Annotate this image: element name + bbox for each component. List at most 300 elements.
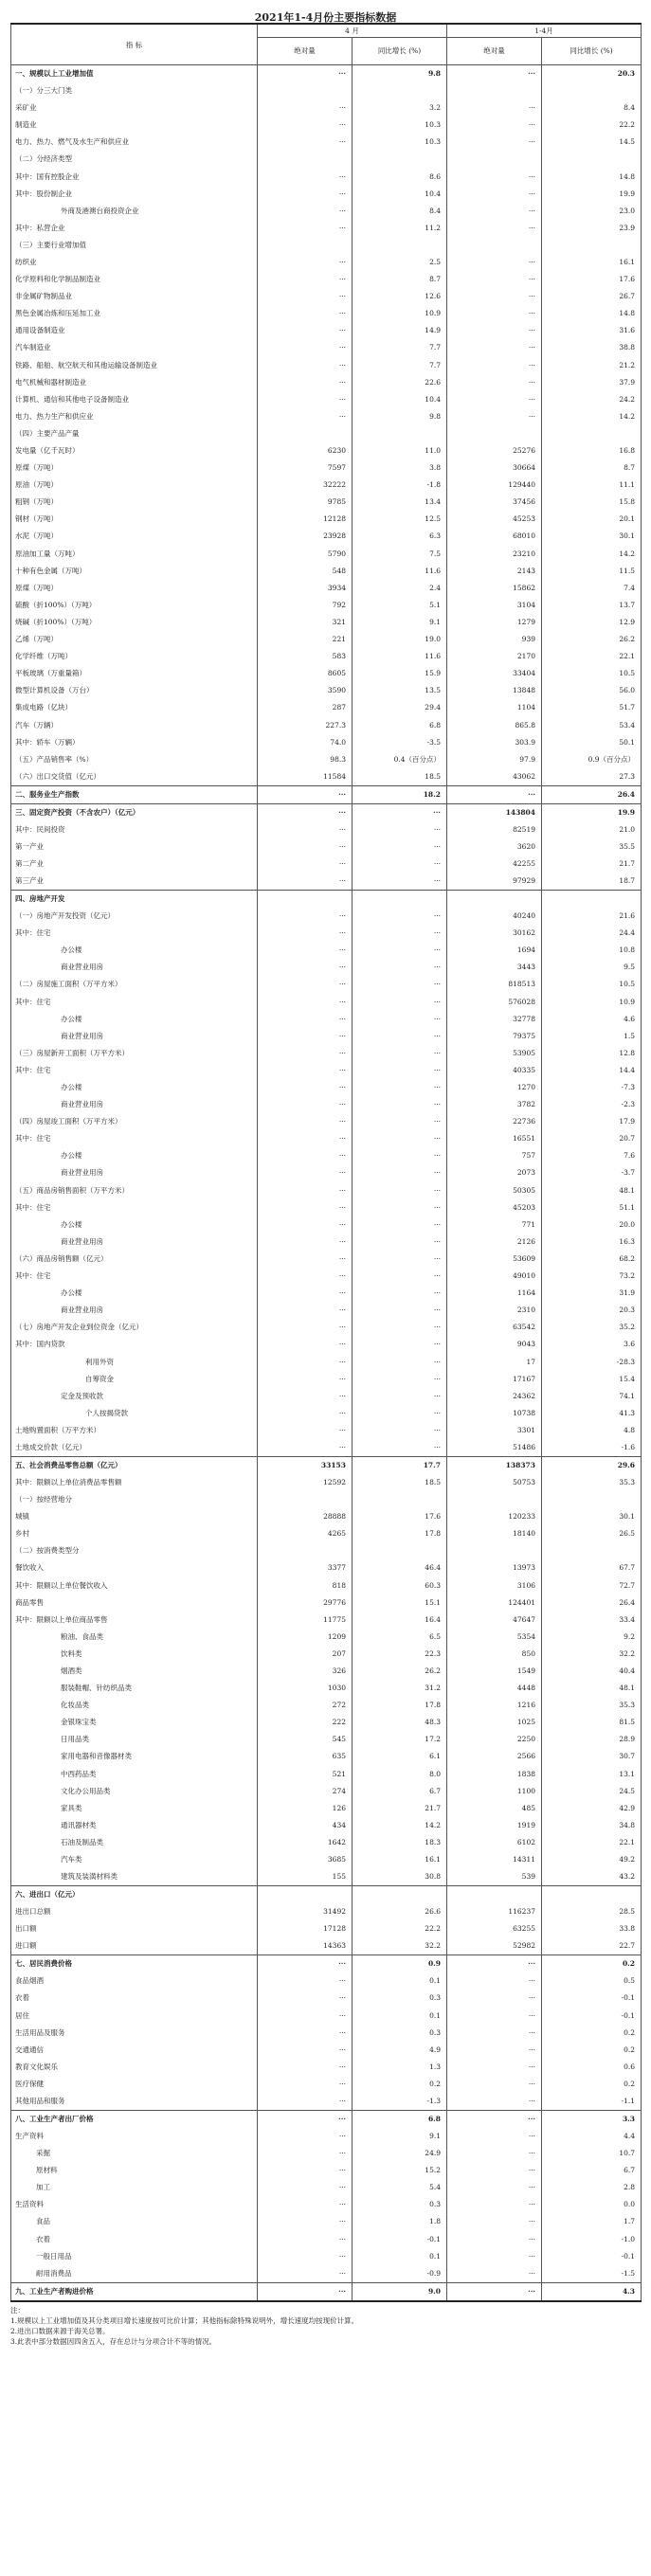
april-absolute-cell: 11775 [258,1612,353,1629]
april-growth-cell: ··· [353,1011,447,1028]
jan-apr-absolute-cell: 45203 [447,1199,542,1216]
april-growth-cell [353,151,447,168]
jan-apr-absolute-cell: ··· [447,2179,542,2196]
indicator-cell: 一般日用品 [11,2248,258,2265]
april-growth-cell: 0.2 [353,2076,447,2093]
table-row [11,151,642,168]
april-absolute-cell: ··· [258,2179,353,2196]
april-absolute-cell: ··· [258,908,353,925]
jan-apr-growth-cell: 22.7 [542,1937,642,1955]
indicator-cell: （一）分三大门类 [11,82,258,99]
indicator-cell: （三）主要行业增加值 [11,237,258,254]
jan-apr-absolute-cell: 6102 [447,1834,542,1851]
jan-apr-growth-cell: 72.7 [542,1577,642,1594]
indicator-cell: 硫酸（折100%）（万吨） [11,597,258,614]
april-growth-cell: 0.3 [353,2025,447,2042]
jan-apr-growth-cell: -28.3 [542,1353,642,1370]
april-absolute-cell: ··· [258,1199,353,1216]
indicator-cell: 个人按揭贷款 [11,1405,258,1422]
indicator-cell: 非金属矿物制品业 [11,288,258,305]
table-row [11,1542,642,1559]
april-absolute-cell: 12128 [258,511,353,528]
jan-apr-growth-cell: -1.0 [542,2231,642,2248]
jan-apr-absolute-cell: 3106 [447,1577,542,1594]
april-growth-cell: ··· [353,925,447,942]
april-growth-cell: 17.8 [353,1525,447,1542]
table-row [11,2282,642,2301]
april-growth-cell: ··· [353,1302,447,1319]
indicator-cell: 乙烯（万吨） [11,631,258,648]
april-growth-cell: 22.6 [353,374,447,391]
jan-apr-growth-cell: 0.9（百分点） [542,751,642,768]
jan-apr-absolute-cell: 13973 [447,1559,542,1576]
jan-apr-growth-cell: 28.9 [542,1731,642,1748]
jan-apr-growth-cell: 22.1 [542,1834,642,1851]
table-row [11,99,642,117]
jan-apr-growth-cell: 26.4 [542,785,642,803]
april-growth-cell: 10.3 [353,117,447,134]
indicator-cell: 采掘 [11,2145,258,2162]
jan-apr-growth-cell: 26.5 [542,1525,642,1542]
indicator-cell: 办公楼 [11,942,258,959]
jan-apr-growth-cell: 15.8 [542,494,642,511]
april-absolute-cell: ··· [258,873,353,891]
indicator-cell: 发电量（亿千瓦时） [11,442,258,459]
table-row [11,1663,642,1680]
jan-apr-growth-cell: 13.1 [542,1766,642,1783]
april-growth-cell: 15.1 [353,1594,447,1612]
april-absolute-cell: ··· [258,374,353,391]
jan-apr-growth-cell: 0.2 [542,2076,642,2093]
april-growth-cell: 11.0 [353,442,447,459]
indicator-cell: 文化办公用品类 [11,1783,258,1800]
jan-apr-absolute-cell: ··· [447,134,542,151]
april-absolute-cell: 272 [258,1697,353,1714]
april-absolute-cell: ··· [258,254,353,271]
table-row [11,580,642,597]
indicator-cell: 化妆品类 [11,1697,258,1714]
april-growth-cell: ··· [353,803,447,821]
indicator-cell: 衣着 [11,1990,258,2007]
table-row [11,1612,642,1629]
table-row [11,1990,642,2007]
footnote-line: 2.进出口数据来源于海关总署。 [10,2326,110,2335]
april-absolute-cell: ··· [258,1079,353,1096]
april-absolute-cell: ··· [258,2231,353,2248]
header-row-periods [11,24,642,38]
indicator-cell: 电气机械和器材制造业 [11,374,258,391]
jan-apr-growth-cell: 24.4 [542,925,642,942]
jan-apr-absolute-cell: 124401 [447,1594,542,1612]
april-growth-cell: ··· [353,1234,447,1251]
jan-apr-absolute-cell: 2126 [447,1234,542,1251]
indicator-cell: 出口额 [11,1920,258,1937]
footnote-line: 1.规模以上工业增加值及其分类项目增长速度按可比价计算；其他指标除特殊说明外，增长速度均按现价计算。 [10,2315,359,2325]
april-growth-cell: ··· [353,1096,447,1113]
jan-apr-absolute-cell: 2310 [447,1302,542,1319]
april-absolute-cell: ··· [258,1319,353,1336]
indicator-cell: （一）按经营地分 [11,1491,258,1508]
jan-apr-absolute-cell: 576028 [447,994,542,1011]
april-absolute-cell: ··· [258,1113,353,1130]
jan-apr-absolute-cell: ··· [447,65,542,83]
april-growth-cell: ··· [353,1164,447,1181]
jan-apr-absolute-cell: 1216 [447,1697,542,1714]
indicator-cell: 食品烟酒 [11,1973,258,1990]
table-row [11,254,642,271]
jan-apr-absolute-cell: ··· [447,408,542,425]
april-absolute-cell [258,237,353,254]
jan-apr-absolute-cell: ··· [447,288,542,305]
table-row [11,1868,642,1886]
indicator-cell: 原煤（万吨） [11,580,258,597]
jan-apr-absolute-cell: 1100 [447,1783,542,1800]
indicator-cell: 其中：轿车（万辆） [11,734,258,751]
table-row [11,2007,642,2024]
jan-apr-growth-cell: 4.6 [542,1011,642,1028]
april-absolute-cell: ··· [258,1955,353,1973]
jan-apr-absolute-cell: 40240 [447,908,542,925]
jan-apr-absolute-cell: 5354 [447,1629,542,1646]
jan-apr-absolute-cell: 37456 [447,494,542,511]
jan-apr-growth-cell: 26.4 [542,1594,642,1612]
jan-apr-growth-cell: 56.0 [542,682,642,699]
april-growth-cell: ··· [353,942,447,959]
jan-apr-absolute-cell: 3782 [447,1096,542,1113]
april-growth-cell [353,1886,447,1904]
jan-apr-growth-cell: 21.6 [542,908,642,925]
jan-apr-growth-cell: 81.5 [542,1714,642,1731]
april-growth-cell: ··· [353,1147,447,1164]
jan-apr-growth-cell: 18.7 [542,873,642,891]
table-row [11,2162,642,2179]
april-growth-cell: 0.3 [353,2196,447,2213]
table-row [11,1422,642,1439]
april-growth-cell: ··· [353,959,447,976]
april-growth-cell: 6.3 [353,528,447,545]
jan-apr-absolute-cell: 63255 [447,1920,542,1937]
table-row [11,614,642,631]
indicator-cell: （四）主要产品产量 [11,425,258,442]
table-row [11,734,642,751]
indicator-cell: 汽车类 [11,1851,258,1868]
jan-apr-growth-cell: 16.1 [542,254,642,271]
april-absolute-cell: ··· [258,1182,353,1199]
april-growth-cell: 12.5 [353,511,447,528]
jan-apr-growth-cell: 51.1 [542,1199,642,1216]
april-growth-cell: 9.1 [353,2128,447,2145]
april-growth-cell: 2.5 [353,254,447,271]
april-absolute-cell [258,891,353,909]
jan-apr-growth-cell: -0.1 [542,2007,642,2024]
april-absolute-cell: 11584 [258,768,353,786]
jan-apr-growth-cell: 0.0 [542,2196,642,2213]
april-growth-cell: 18.2 [353,785,447,803]
table-row [11,1336,642,1353]
jan-apr-absolute-cell [447,237,542,254]
table-row [11,357,642,374]
indicator-cell: （二）房屋施工面积（万平方米） [11,976,258,993]
april-growth-cell: 22.2 [353,1920,447,1937]
indicator-cell: 烟酒类 [11,1663,258,1680]
april-growth-cell: 5.1 [353,597,447,614]
jan-apr-growth-cell: 4.8 [542,1422,642,1439]
table-row [11,271,642,288]
indicator-cell: （一）房地产开发投资（亿元） [11,908,258,925]
april-absolute-cell: ··· [258,391,353,408]
jan-apr-growth-cell: 26.2 [542,631,642,648]
april-absolute-cell: ··· [258,2110,353,2128]
jan-apr-absolute-cell: ··· [447,2042,542,2059]
table-row [11,1834,642,1851]
april-growth-cell: 5.4 [353,2179,447,2196]
table-row [11,1800,642,1817]
jan-apr-growth-cell: 31.9 [542,1285,642,1302]
april-absolute-cell: ··· [258,408,353,425]
april-absolute-cell: ··· [258,2265,353,2283]
april-growth-cell: 2.4 [353,580,447,597]
table-row [11,2093,642,2111]
april-growth-cell [353,237,447,254]
jan-apr-absolute-cell: ··· [447,2213,542,2230]
indicator-cell: 电力、热力生产和供应业 [11,408,258,425]
april-absolute-cell: 29776 [258,1594,353,1612]
jan-apr-absolute-cell: 303.9 [447,734,542,751]
april-growth-cell: 17.8 [353,1697,447,1714]
indicator-cell: 其中：住宅 [11,1268,258,1285]
indicator-cell: 商业营业用房 [11,1234,258,1251]
april-absolute-cell: 32222 [258,477,353,494]
indicator-cell: （六）商品房销售额（亿元） [11,1251,258,1268]
jan-apr-growth-cell: 17.9 [542,1113,642,1130]
jan-apr-absolute-cell: 2566 [447,1748,542,1765]
april-absolute-cell: ··· [258,2248,353,2265]
jan-apr-absolute-cell: 1025 [447,1714,542,1731]
april-growth-cell: 10.4 [353,186,447,203]
table-row [11,631,642,648]
april-absolute-cell: ··· [258,288,353,305]
jan-apr-absolute-cell: ··· [447,2076,542,2093]
table-row [11,322,642,339]
april-absolute-header: 绝对量 [258,38,353,65]
indicator-cell: 衣着 [11,2231,258,2248]
table-row [11,1147,642,1164]
april-growth-cell: ··· [353,821,447,838]
table-row [11,546,642,563]
april-absolute-cell: ··· [258,271,353,288]
indicator-cell: （二）分经济类型 [11,151,258,168]
jan-apr-growth-cell [542,425,642,442]
jan-apr-absolute-cell: ··· [447,2231,542,2248]
jan-apr-absolute-cell: 850 [447,1646,542,1663]
april-absolute-cell [258,425,353,442]
table-row [11,1559,642,1576]
jan-apr-growth-cell: 67.7 [542,1559,642,1576]
indicator-cell: 自筹资金 [11,1371,258,1388]
table-row [11,1285,642,1302]
table-row [11,1577,642,1594]
indicator-cell: 化学纤维（万吨） [11,648,258,665]
jan-apr-absolute-cell: ··· [447,271,542,288]
april-growth-cell: 21.7 [353,1800,447,1817]
table-row [11,1903,642,1920]
jan-apr-growth-cell: 2.8 [542,2179,642,2196]
jan-apr-growth-cell: -0.1 [542,1990,642,2007]
jan-apr-absolute-cell: 1270 [447,1079,542,1096]
jan-apr-absolute-cell: 30162 [447,925,542,942]
april-absolute-cell: 521 [258,1766,353,1783]
table-row [11,1851,642,1868]
indicator-cell: 采矿业 [11,99,258,117]
april-absolute-cell [258,1491,353,1508]
jan-apr-growth-cell: 35.5 [542,838,642,856]
indicator-cell: 原材料 [11,2162,258,2179]
jan-apr-absolute-cell: 17167 [447,1371,542,1388]
april-absolute-cell: ··· [258,2213,353,2230]
indicator-cell: 交通通信 [11,2042,258,2059]
jan-apr-growth-cell: 11.5 [542,563,642,580]
april-growth-cell: 9.1 [353,614,447,631]
indicator-header: 指 标 [11,24,258,65]
april-growth-cell: 1.8 [353,2213,447,2230]
table-row [11,1319,642,1336]
jan-apr-absolute-cell [447,891,542,909]
indicator-cell: 家具类 [11,1800,258,1817]
indicator-cell: 城镇 [11,1508,258,1525]
april-growth-cell: 0.4（百分点） [353,751,447,768]
jan-apr-growth-cell: 20.1 [542,511,642,528]
indicator-cell: （六）出口交货值（亿元） [11,768,258,786]
table-row [11,891,642,909]
april-growth-cell: 15.2 [353,2162,447,2179]
april-growth-cell: 0.1 [353,2007,447,2024]
jan-apr-absolute-cell: 539 [447,1868,542,1886]
jan-apr-growth-cell: 21.2 [542,357,642,374]
indicator-cell: 商业营业用房 [11,1302,258,1319]
table-row [11,2231,642,2248]
jan-apr-growth-cell: 3.3 [542,2110,642,2128]
jan-apr-absolute-cell: 2250 [447,1731,542,1748]
table-row [11,1028,642,1045]
table-row [11,768,642,786]
april-absolute-cell: 207 [258,1646,353,1663]
april-absolute-cell: ··· [258,2076,353,2093]
jan-apr-absolute-cell: 63542 [447,1319,542,1336]
jan-apr-growth-cell [542,237,642,254]
indicator-cell: 食品 [11,2213,258,2230]
jan-apr-absolute-cell: 4448 [447,1680,542,1697]
table-row [11,994,642,1011]
indicator-cell: 其中：住宅 [11,1199,258,1216]
indicator-cell: 生活资料 [11,2196,258,2213]
table-row [11,648,642,665]
jan-apr-growth-cell: 20.0 [542,1216,642,1234]
april-growth-cell: 0.1 [353,1973,447,1990]
indicator-cell: 居住 [11,2007,258,2024]
april-growth-cell: 16.4 [353,1612,447,1629]
april-growth-cell: 24.9 [353,2145,447,2162]
april-absolute-cell: ··· [258,99,353,117]
april-absolute-cell: 227.3 [258,716,353,733]
jan-apr-absolute-cell: 10738 [447,1405,542,1422]
indicator-cell: 钢材（万吨） [11,511,258,528]
april-absolute-cell: 28888 [258,1508,353,1525]
april-growth-cell: 13.5 [353,682,447,699]
april-absolute-cell: ··· [258,2093,353,2111]
april-growth-cell: 18.3 [353,1834,447,1851]
april-absolute-cell: ··· [258,1371,353,1388]
jan-apr-absolute-cell: ··· [447,186,542,203]
jan-apr-absolute-cell: 97.9 [447,751,542,768]
april-absolute-cell: 792 [258,597,353,614]
jan-apr-growth-cell: 10.5 [542,665,642,682]
jan-apr-absolute-cell: 45253 [447,511,542,528]
april-growth-cell: 26.2 [353,1663,447,1680]
april-absolute-cell: 326 [258,1663,353,1680]
jan-apr-growth-cell: 24.5 [542,1783,642,1800]
jan-apr-growth-cell: -1.1 [542,2093,642,2111]
table-row [11,1164,642,1181]
jan-apr-absolute-cell: ··· [447,2265,542,2283]
april-growth-cell: ··· [353,1130,447,1147]
indicator-cell: 三、固定资产投资（不含农户）（亿元） [11,803,258,821]
april-absolute-cell: ··· [258,1336,353,1353]
indicator-cell: 进出口总额 [11,1903,258,1920]
april-absolute-cell: 222 [258,1714,353,1731]
indicator-cell: 其中：国有控股企业 [11,168,258,185]
table-row [11,1973,642,1990]
indicator-cell: 十种有色金属（万吨） [11,563,258,580]
jan-apr-growth-cell: 68.2 [542,1251,642,1268]
table-row [11,2110,642,2128]
april-growth-cell: ··· [353,1405,447,1422]
jan-apr-growth-cell: 21.7 [542,856,642,873]
jan-apr-absolute-cell: 2170 [447,648,542,665]
indicator-cell: 土地成交价款（亿元） [11,1439,258,1457]
april-absolute-cell: 7597 [258,459,353,477]
indicator-cell: 教育文化娱乐 [11,2059,258,2076]
april-growth-cell [353,1491,447,1508]
april-growth-cell: 29.4 [353,699,447,716]
indicator-cell: 日用品类 [11,1731,258,1748]
jan-apr-absolute-cell: ··· [447,2196,542,2213]
table-row [11,1508,642,1525]
april-growth-cell: -1.3 [353,2093,447,2111]
indicator-cell: 其中：住宅 [11,1062,258,1079]
indicator-cell: 原油加工量（万吨） [11,546,258,563]
table-row [11,1251,642,1268]
april-growth-cell: 7.5 [353,546,447,563]
jan-apr-growth-cell: 0.2 [542,2042,642,2059]
april-absolute-cell: ··· [258,1130,353,1147]
jan-apr-absolute-cell: ··· [447,1955,542,1973]
april-growth-cell: ··· [353,1045,447,1062]
jan-apr-growth-cell: 40.4 [542,1663,642,1680]
jan-apr-absolute-cell: 1549 [447,1663,542,1680]
indicator-cell: 定金及预收款 [11,1388,258,1405]
jan-apr-growth-cell: 14.2 [542,408,642,425]
april-growth-cell: ··· [353,1439,447,1457]
april-absolute-cell: ··· [258,203,353,220]
jan-apr-absolute-cell: 22736 [447,1113,542,1130]
indicator-cell: 中西药品类 [11,1766,258,1783]
april-absolute-cell: 1030 [258,1680,353,1697]
indicator-cell: 第三产业 [11,873,258,891]
jan-apr-growth-cell: 49.2 [542,1851,642,1868]
april-growth-cell: 10.3 [353,134,447,151]
table-row [11,305,642,322]
april-absolute-cell: 3590 [258,682,353,699]
